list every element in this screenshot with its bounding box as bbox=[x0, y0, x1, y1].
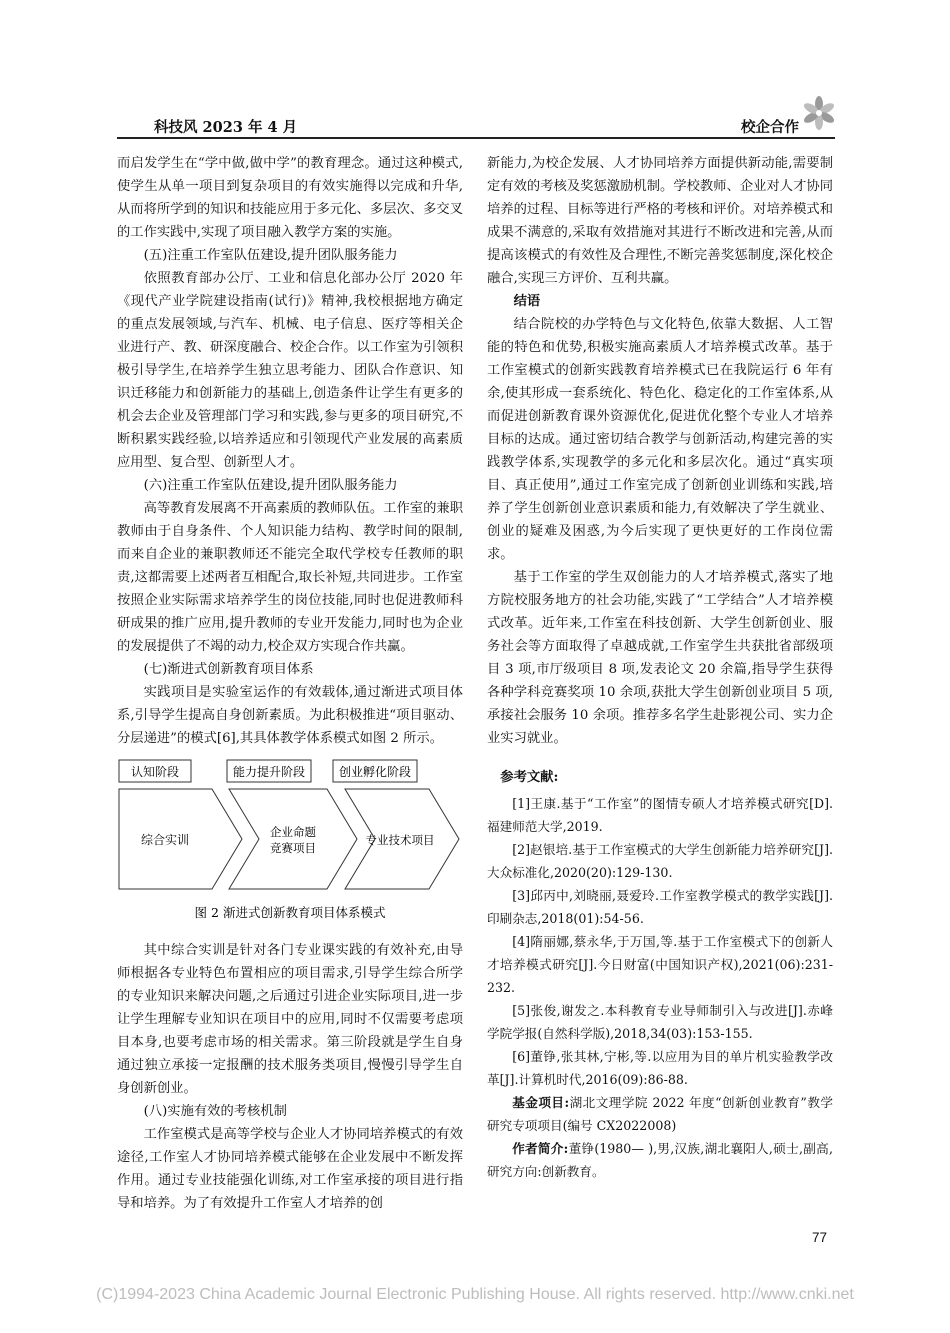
paragraph: 依照教育部办公厅、工业和信息化部办公厅 2020 年《现代产业学院建设指南(试行)》精神,我校根据地方确定的重点发展领域,与汽车、机械、电子信息、医疗等相关企业进行产、教、研深度融合、校企合作。以工作室为引领积极引导学生,在培养学生独立思考能力、团队合作意识、知识迁移能力和创新能力的基础上,创造条件让学生有更多的机会去企业及管理部门学习和实践,参与更多的项目研究,不断积累实践经验,以培养适应和引领现代产业发展的高素质应用型、复合型、创新型人才。 bbox=[117, 271, 463, 470]
fund-text: 湖北文理学院 2022 年度“创新创业教育”教学研究专项项目(编号 CX2022008) bbox=[487, 1095, 833, 1133]
header-rule bbox=[117, 137, 835, 139]
section-heading-8: (八)实施有效的考核机制 bbox=[143, 1104, 287, 1119]
section-heading-7: (七)渐进式创新教育项目体系 bbox=[143, 662, 314, 677]
stage3-label: 创业孵化阶段 bbox=[338, 765, 412, 779]
paragraph: 结合院校的办学特色与文化特色,依靠大数据、人工智能的特色和优势,积极实施高素质人才培养模式改革。基于工作室模式的创新实践教育培养模式已在我院运行 6 年有余,使其形成一套系统化、特色化、稳定化的工作室体系,从而促进创新教育课外资源优化,促进优化整个专业人才培养目标的达成。通过密切结合教学与创新活动,构建完善的实践教学体系,实现教学的多元化和多层次化。通过“真实项目、真正使用”,通过工作室完成了创新创业训练和实践,培养了学生创新创业意识素质和能力,有效解决了学生就业、创业的疑难及困惑,为今后实现了更快更好的工作岗位需求。 bbox=[487, 317, 833, 562]
reference-item: [2]赵银培.基于工作室模式的大学生创新能力培养研究[J].大众标准化,2020(20):129-130. bbox=[487, 842, 833, 880]
conclusion-heading: 结语 bbox=[513, 294, 541, 309]
process-diagram bbox=[117, 754, 463, 939]
reference-item: [3]邱丙中,刘晓丽,聂爱玲.工作室教学模式的教学实践[J].印刷杂志,2018(01):54-56. bbox=[487, 888, 833, 926]
figure-caption: 图 2 渐进式创新教育项目体系模式 bbox=[194, 905, 386, 920]
box2-label-1: 企业命题 bbox=[270, 825, 316, 839]
author-note bbox=[487, 1137, 833, 1183]
copyright-footer: (C)1994-2023 China Academic Journal Electronic Publishing House. All rights reserved. http://www.cnki.net bbox=[96, 1286, 854, 1303]
section-heading-5: (五)注重工作室队伍建设,提升团队服务能力 bbox=[143, 248, 398, 263]
paragraph: 新能力,为校企发展、人才协同培养方面提供新动能,需要制定有效的考核及奖惩激励机制。学校教师、企业对人才协同培养的过程、目标等进行严格的考核和评价。对培养模式和成果不满意的,采取有效措施对其进行不断改进和完善,从而提高该模式的有效性及合理性,不断完善奖惩制度,深化校企融合,实现三方评价、互利共赢。 bbox=[487, 156, 833, 286]
paragraph: 工作室模式是高等学校与企业人才协同培养模式的有效途径,工作室人才协同培养模式能够在企业发展中不断发挥作用。通过专业技能强化训练,对工作室承接的项目进行指导和培养。为了有效提升工作室人才培养的创 bbox=[117, 1127, 463, 1211]
stage2-label: 能力提升阶段 bbox=[232, 765, 306, 779]
reference-item: [5]张俊,谢发之.本科教育专业导师制引入与改进[J].赤峰学院学报(自然科学版),2018,34(03):153-155. bbox=[487, 1003, 833, 1041]
section-heading-6: (六)注重工作室队伍建设,提升团队服务能力 bbox=[143, 478, 398, 493]
reference-item: [4]隋丽娜,蔡永华,于万国,等.基于工作室模式下的创新人才培养模式研究[J].今日财富(中国知识产权),2021(06):231-232. bbox=[487, 934, 833, 995]
author-label: 作者简介: bbox=[512, 1141, 569, 1156]
reference-item: [1]王康.基于“工作室”的图情专硕人才培养模式研究[D].福建师范大学,2019. bbox=[487, 796, 833, 834]
reference-item: [6]董铮,张其林,宁彬,等.以应用为目的单片机实验教学改革[J].计算机时代,2016(09):86-88. bbox=[487, 1049, 833, 1087]
left-column bbox=[117, 152, 463, 1215]
fund-label: 基金项目: bbox=[512, 1095, 570, 1110]
right-column bbox=[487, 152, 833, 1183]
flower-logo-icon bbox=[802, 96, 836, 130]
page-number: 77 bbox=[812, 1230, 828, 1245]
arrow-2 bbox=[229, 789, 357, 889]
box1-label: 综合实训 bbox=[140, 833, 190, 847]
references-heading: 参考文献: bbox=[500, 770, 559, 785]
paragraph: 实践项目是实验室运作的有效载体,通过渐进式项目体系,引导学生提高自身创新素质。为此积极推进“项目驱动、分层递进”的模式[6],其具体教学体系模式如图 2 所示。 bbox=[117, 685, 463, 746]
paragraph: 而启发学生在“学中做,做中学”的教育理念。通过这种模式,使学生从单一项目到复杂项目的有效实施得以完成和升华,从而将所学到的知识和技能应用于多元化、多层次、多交叉的工作实践中,实现了项目融入教学方案的实施。 bbox=[117, 156, 463, 240]
journal-header: 科技风 2023 年 4 月 bbox=[154, 119, 298, 136]
section-header: 校企合作 bbox=[741, 119, 799, 136]
fund-note bbox=[487, 1091, 833, 1137]
paragraph: 高等教育发展离不开高素质的教师队伍。工作室的兼职教师由于自身条件、个人知识能力结构、教学时间的限制,而来自企业的兼职教师还不能完全取代学校专任教师的职责,这都需要上述两者互相配合,取长补短,共同进步。工作室按照企业实际需求培养学生的岗位技能,同时也促进教师科研成果的推广应用,提升教师的专业开发能力,同时也为企业的发展提供了不竭的动力,校企双方实现合作共赢。 bbox=[117, 501, 463, 654]
paragraph: 其中综合实训是针对各门专业课实践的有效补充,由导师根据各专业特色布置相应的项目需求,引导学生综合所学的专业知识来解决问题,之后通过引进企业实际项目,进一步让学生理解专业知识在项目中的应用,同时不仅需要考虑项目本身,也要考虑市场的相关需求。第三阶段就是学生自身通过独立承接一定报酬的技术服务类项目,慢慢引导学生自身创新创业。 bbox=[117, 943, 463, 1096]
author-text: 董铮(1980— ),男,汉族,湖北襄阳人,硕士,副高,研究方向:创新教育。 bbox=[487, 1141, 833, 1179]
stage1-label: 认知阶段 bbox=[130, 765, 180, 779]
box3-label: 专业技术项目 bbox=[365, 833, 435, 847]
figure-2 bbox=[117, 754, 463, 939]
box2-label-2: 竞赛项目 bbox=[270, 841, 316, 855]
paragraph: 基于工作室的学生双创能力的人才培养模式,落实了地方院校服务地方的社会功能,实践了“工学结合”人才培养模式改革。近年来,工作室在科技创新、大学生创新创业、服务社会等方面取得了卓越成就,工作室学生共获批省部级项目 3 项,市厅级项目 8 项,发表论文 20 余篇,指导学生获得各种学科竞赛奖项 10 余项,获批大学生创新创业项目 5 项,承接社会服务 10 余项。推荐多名学生赴影视公司、实力企业实习就业。 bbox=[487, 570, 833, 746]
